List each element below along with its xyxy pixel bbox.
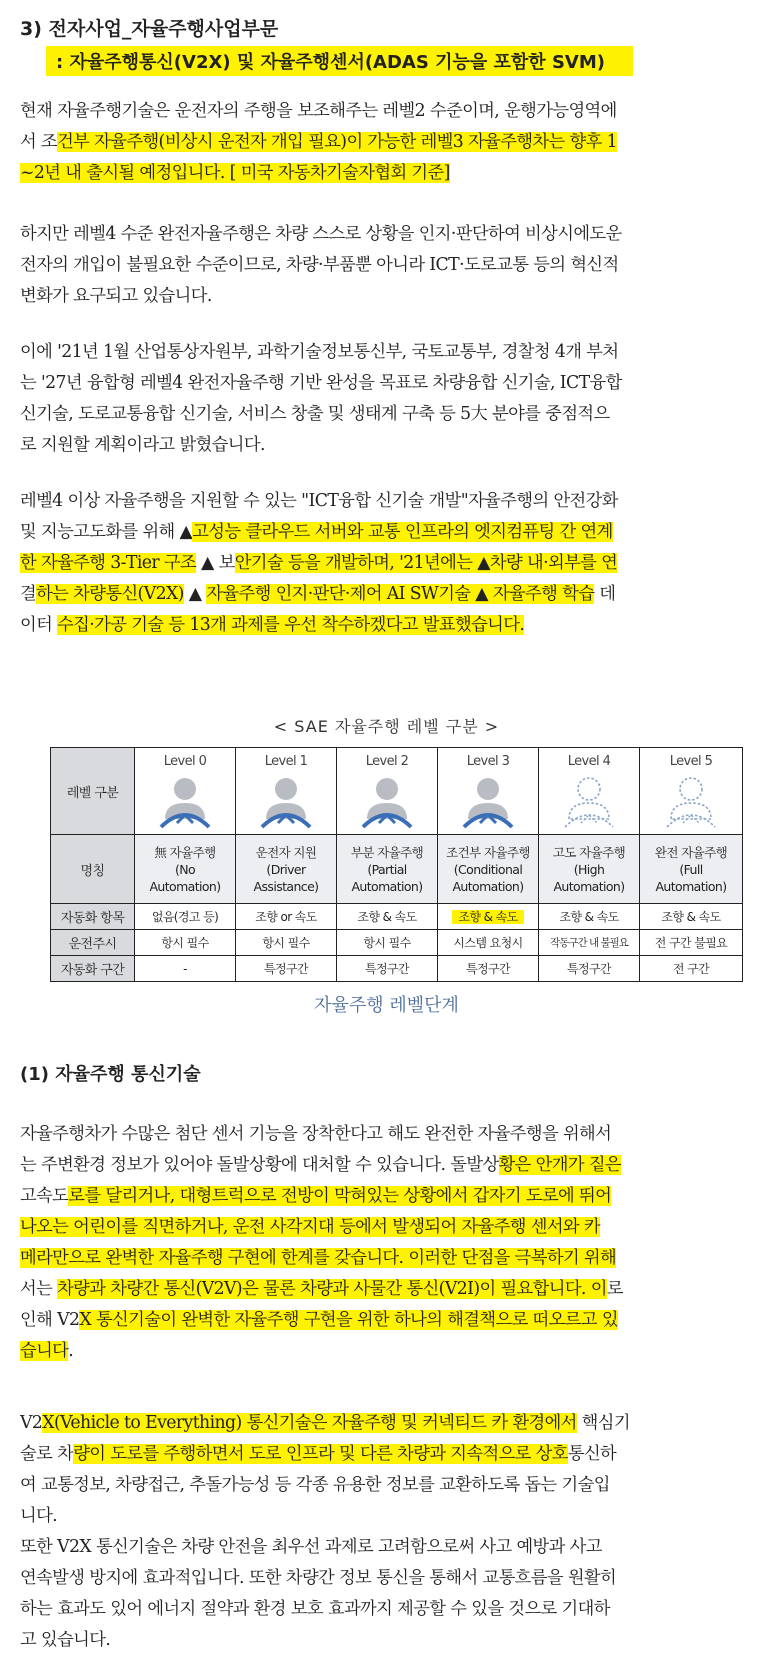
text-line — [20, 1119, 762, 1150]
highlighted-text: 수집·가공 기술 등 13개 과제를 우선 착수하겠다고 발표했습니다. — [57, 615, 525, 635]
level-label: Level 4 — [567, 753, 611, 769]
highlighted-text: 메라만으로 완벽한 자율주행 구현에 한계를 갖습니다. 이러한 단점을 극복하기 위해 — [20, 1248, 617, 1268]
body-text: . — [68, 1341, 74, 1361]
paragraph-level3-intro — [20, 96, 762, 189]
text-line — [20, 1439, 762, 1470]
body-text: 데 — [594, 584, 616, 604]
text-line — [20, 517, 762, 548]
highlighted-text: X 통신기술이 완벽한 자율주행 구현을 위한 하나의 해결책으로 떠오르고 있 — [79, 1310, 618, 1330]
zone-cell: 특정구간 — [438, 956, 539, 982]
driver-icon — [456, 775, 520, 831]
level-name-line: (Driver — [266, 861, 306, 877]
table-row-watch — [51, 930, 743, 956]
section-subtitle: : 자율주행통신(V2X) 및 자율주행센서(ADAS 기능을 포함한 SVM) — [46, 46, 633, 76]
level-name-cell — [337, 835, 438, 904]
text-line — [20, 610, 762, 641]
text-line — [20, 158, 762, 189]
level-label: Level 0 — [163, 753, 207, 769]
text-line — [20, 281, 762, 312]
text-line — [20, 1501, 762, 1532]
level-cell — [539, 748, 640, 835]
highlighted-text: 하는 차량통신(V2X) — [36, 584, 184, 604]
highlighted-text: X(Vehicle to Everything) 통신기술은 자율주행 및 커넥티드 카 환경에서 — [42, 1413, 577, 1433]
body-text: 고속도 — [20, 1186, 69, 1206]
item-cell-highlighted — [438, 904, 539, 930]
highlighted-text: 차량과 차량간 통신(V2V)은 물론 차량과 사물간 통신(V2I)이 필요합니다. 이 — [57, 1279, 607, 1299]
paragraph-government-plan — [20, 337, 762, 461]
text-line — [20, 399, 762, 430]
driver-icon — [153, 775, 217, 831]
level-name-line: (Full — [679, 861, 703, 877]
table-row-name — [51, 835, 743, 904]
watch-cell: 항시 필수 — [337, 930, 438, 956]
level-name-line: (No — [174, 861, 196, 877]
body-text: 또한 V2X 통신기술은 차량 안전을 최우선 과제로 고려함으로써 사고 예방과 사고 — [20, 1537, 602, 1557]
text-line — [20, 337, 762, 368]
text-line — [20, 250, 762, 281]
level-label: Level 5 — [669, 753, 713, 769]
text-line — [20, 1532, 762, 1563]
body-text: 연속발생 방지에 효과적입니다. 또한 차량간 정보 통신을 통해서 교통흐름을 원활히 — [20, 1568, 617, 1588]
text-line — [20, 1408, 762, 1439]
level-cell — [135, 748, 236, 835]
text-line — [20, 1594, 762, 1625]
text-line — [20, 1625, 762, 1656]
body-text: 하는 효과도 있어 에너지 절약과 환경 보호 효과까지 제공할 수 있을 것으로 기대하 — [20, 1599, 610, 1619]
level-name-line: Assistance) — [253, 878, 319, 894]
body-text: 는 주변환경 정보가 있어야 돌발상황에 대처할 수 있습니다. 돌발상 — [20, 1155, 499, 1175]
level-label: Level 1 — [264, 753, 308, 769]
body-text: 핵심기 — [576, 1413, 630, 1433]
text-line — [20, 579, 762, 610]
level-name-cell — [640, 835, 743, 904]
level-cell — [337, 748, 438, 835]
text-line — [20, 1150, 762, 1181]
level-name-line: 조건부 자율주행 — [446, 844, 530, 860]
level-name-line: Automation) — [655, 878, 727, 894]
paragraph-communication-need — [20, 1119, 762, 1367]
text-line — [20, 368, 762, 399]
body-text: 자율주행차가 수많은 첨단 센서 기능을 장착한다고 해도 완전한 자율주행을 위해서 — [20, 1124, 612, 1144]
level-label: Level 2 — [365, 753, 409, 769]
zone-cell: - — [135, 956, 236, 982]
level-name-cell — [135, 835, 236, 904]
text-line — [20, 1243, 762, 1274]
highlighted-text: 한 자율주행 3-Tier 구조 — [20, 553, 197, 573]
body-text: 결 — [20, 584, 37, 604]
level-name-cell — [236, 835, 337, 904]
body-text: V2 — [20, 1413, 43, 1433]
highlighted-text: 고성능 클라우드 서버와 교통 인프라의 엣지컴퓨팅 간 연계 — [192, 522, 613, 542]
table-row-level — [51, 748, 743, 835]
zone-cell: 특정구간 — [539, 956, 640, 982]
text-line — [20, 219, 762, 250]
body-text: 는 '27년 융합형 레벨4 완전자율주행 기반 완성을 목표로 차량융합 신기술, ICT융합 — [20, 373, 622, 393]
level-name-line: Automation) — [553, 878, 625, 894]
highlighted-text: 안기술 등을 개발하며, '21년에는 ▲차량 내·외부를 연 — [234, 553, 618, 573]
level-name-cell — [539, 835, 640, 904]
driver-icon — [355, 775, 419, 831]
paragraph-ict-convergence — [20, 486, 762, 641]
row-header-level: 레벨 구분 — [51, 748, 135, 835]
level-name-line: Automation) — [452, 878, 524, 894]
text-line — [20, 1336, 762, 1367]
highlighted-text: 건부 자율주행(비상시 운전자 개입 필요)이 가능한 레벨3 자율주행차는 향후 1 — [57, 132, 618, 152]
sae-level-table — [50, 747, 743, 982]
body-text: 로 — [606, 1279, 623, 1299]
row-header-item: 자동화 항목 — [51, 904, 135, 930]
section-title: 3) 전자사업_자율주행사업부문 — [20, 18, 279, 40]
item-cell: 없음(경고 등) — [135, 904, 236, 930]
text-line — [20, 127, 762, 158]
body-text: 여 교통정보, 차량접근, 추돌가능성 등 각종 유용한 정보를 교환하도록 돕는 기술입 — [20, 1475, 610, 1495]
highlighted-text: ~2년 내 출시될 예정입니다. [ 미국 자동차기술자협회 기준] — [20, 163, 450, 183]
level-label: Level 3 — [466, 753, 510, 769]
table-row-item — [51, 904, 743, 930]
highlighted-text: 나오는 어린이를 직면하거나, 운전 사각지대 등에서 발생되어 자율주행 센서와 카 — [20, 1217, 601, 1237]
body-text: 신기술, 도로교통융합 신기술, 서비스 창출 및 생태계 구축 등 5大 분야를 중점적으 — [20, 404, 610, 424]
zone-cell: 특정구간 — [236, 956, 337, 982]
table-row-zone — [51, 956, 743, 982]
body-text: 서는 — [20, 1279, 58, 1299]
item-cell: 조향 or 속도 — [236, 904, 337, 930]
level-cell — [640, 748, 743, 835]
body-text: ▲ 보 — [196, 553, 235, 573]
driverless-icon — [557, 775, 621, 831]
text-line — [20, 430, 762, 461]
highlighted-text: 습니다 — [20, 1341, 69, 1361]
driver-icon — [254, 775, 318, 831]
body-text: 이에 '21년 1월 산업통상자원부, 과학기술정보통신부, 국토교통부, 경찰청 4개 부처 — [20, 342, 619, 362]
level-name-cell — [438, 835, 539, 904]
text-line — [20, 96, 762, 127]
highlighted-text: 자율주행 인지·판단·제어 AI SW기술 ▲ 자율주행 학습 — [206, 584, 595, 604]
item-cell: 조향 & 속도 — [539, 904, 640, 930]
body-text: 및 지능고도화를 위해 ▲ — [20, 522, 193, 542]
subsection-title: (1) 자율주행 통신기술 — [20, 1064, 201, 1085]
level-cell — [438, 748, 539, 835]
level-name-line: Automation) — [351, 878, 423, 894]
body-text: 현재 자율주행기술은 운전자의 주행을 보조해주는 레벨2 수준이며, 운행가능영역에 — [20, 101, 617, 121]
highlighted-text: 로를 달리거나, 대형트럭으로 전방이 막혀있는 상황에서 갑자기 도로에 뛰어 — [68, 1186, 612, 1206]
level-name-line: (Conditional — [453, 861, 523, 877]
text-line — [20, 1563, 762, 1594]
body-text: 니다. — [20, 1506, 58, 1526]
watch-cell: 전 구간 불필요 — [640, 930, 743, 956]
level-name-line: 無 자율주행 — [154, 844, 216, 860]
body-text: 술로 차 — [20, 1444, 74, 1464]
level-name-line: Automation) — [149, 878, 221, 894]
row-header-zone: 자동화 구간 — [51, 956, 135, 982]
level-cell — [236, 748, 337, 835]
row-header-watch: 운전주시 — [51, 930, 135, 956]
body-text: 레벨4 이상 자율주행을 지원할 수 있는 "ICT융합 신기술 개발"자율주행의 안전강화 — [20, 491, 618, 511]
row-header-name: 명칭 — [51, 835, 135, 904]
body-text: 통신하 — [567, 1444, 617, 1464]
zone-cell: 전 구간 — [640, 956, 743, 982]
highlighted-text: 량이 도로를 주행하면서 도로 인프라 및 다른 차량과 지속적으로 상호 — [73, 1444, 568, 1464]
level-name-line: (High — [573, 861, 605, 877]
level-name-line: 완전 자율주행 — [654, 844, 728, 860]
body-text: 인해 V2 — [20, 1310, 80, 1330]
item-highlight: 조향 & 속도 — [452, 910, 523, 924]
level-name-line: 부분 자율주행 — [350, 844, 424, 860]
body-text: 로 지원할 계획이라고 밝혔습니다. — [20, 435, 265, 455]
text-line — [20, 1181, 762, 1212]
body-text: 이터 — [20, 615, 58, 635]
text-line — [20, 1212, 762, 1243]
level-name-line: 운전자 지원 — [255, 844, 317, 860]
body-text: 고 있습니다. — [20, 1630, 111, 1650]
text-line — [20, 1274, 762, 1305]
paragraph-v2x-definition — [20, 1408, 762, 1656]
level-name-line: 고도 자율주행 — [552, 844, 626, 860]
watch-cell: 작동구간 내 불필요 — [539, 930, 640, 956]
level-name-line: (Partial — [367, 861, 407, 877]
body-text: ▲ — [183, 584, 207, 604]
watch-cell: 시스템 요청시 — [438, 930, 539, 956]
item-cell: 조향 & 속도 — [640, 904, 743, 930]
watch-cell: 항시 필수 — [135, 930, 236, 956]
text-line — [20, 1470, 762, 1501]
watch-cell: 항시 필수 — [236, 930, 337, 956]
text-line — [20, 1305, 762, 1336]
highlighted-text: 황은 안개가 짙은 — [498, 1155, 622, 1175]
body-text: 서 조 — [20, 132, 58, 152]
text-line — [20, 548, 762, 579]
text-line — [20, 486, 762, 517]
body-text: 전자의 개입이 불필요한 수준이므로, 차량·부품뿐 아니라 ICT·도로교통 등의 혁신적 — [20, 255, 619, 275]
paragraph-level4-requirement — [20, 219, 762, 312]
body-text: 하지만 레벨4 수준 완전자율주행은 차량 스스로 상황을 인지·판단하여 비상시에도운 — [20, 224, 622, 244]
body-text: 변화가 요구되고 있습니다. — [20, 286, 212, 306]
item-cell: 조향 & 속도 — [337, 904, 438, 930]
table-caption: < SAE 자율주행 레벨 구분 > — [273, 717, 500, 736]
zone-cell: 특정구간 — [337, 956, 438, 982]
driverless-icon — [659, 775, 723, 831]
figure-caption: 자율주행 레벨단계 — [314, 995, 459, 1016]
